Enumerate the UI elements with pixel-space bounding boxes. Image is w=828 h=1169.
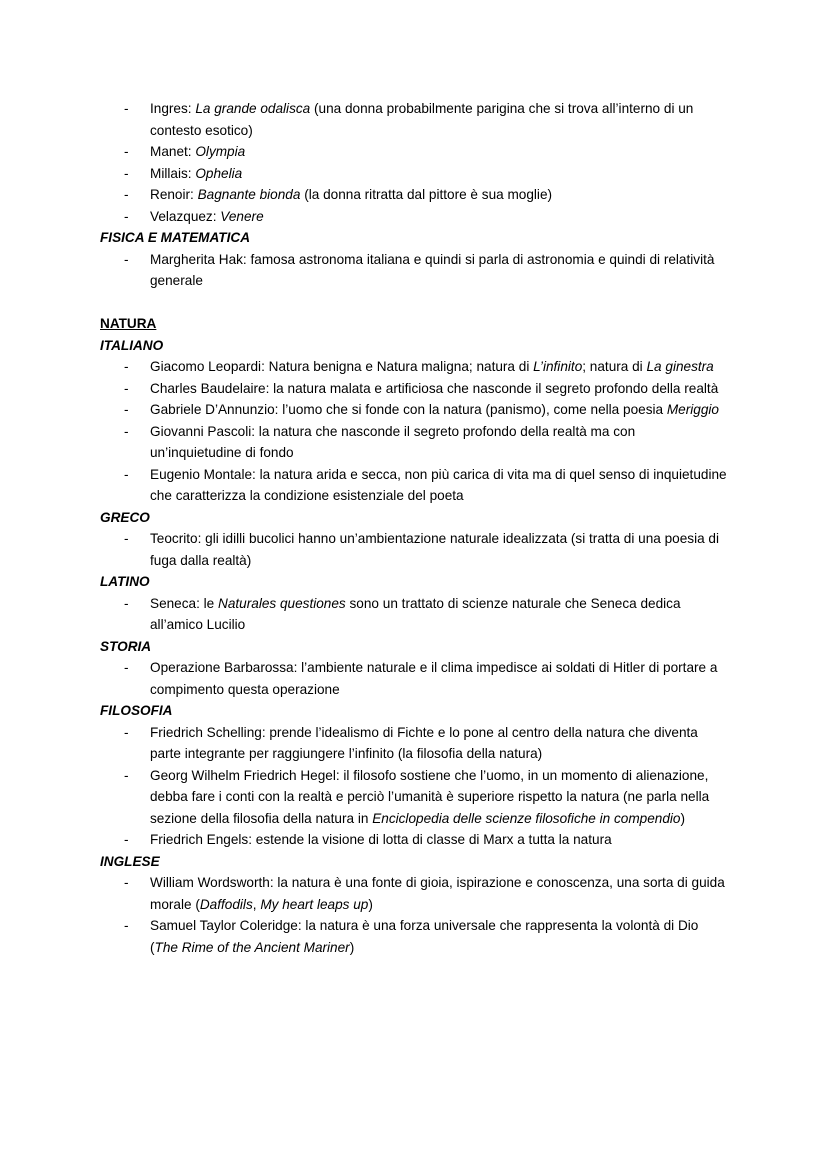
list-item: - Teocrito: gli idilli bucolici hanno un’ambientazione naturale idealizzata (si tratta di una poesia di fuga dalla realtà) [124,531,720,568]
list-item: - Friedrich Schelling: prende l’idealismo di Fichte e lo pone al centro della natura che diventa parte integrante per raggiungere l’infinito (la filosofia della natura) [124,724,698,761]
subject-heading-italiano: ITALIANO [100,337,164,353]
list-item: - Eugenio Montale: la natura arida e secca, non più carica di vita ma di quel senso di inquietudine che caratterizza la condizione esistenziale del poeta [124,466,727,503]
list-item: - Gabriele D’Annunzio: l’uomo che si fonde con la natura (panismo), come nella poesia Meriggio [124,402,719,417]
list-item: - Friedrich Engels: estende la visione di lotta di classe di Marx a tutta la natura [124,832,612,847]
list-item: - Margherita Hak: famosa astronoma italiana e quindi si parla di astronomia e quindi di relatività generale [124,251,715,288]
subject-heading-latino: LATINO [100,574,150,589]
list-item: - Millais: Ophelia [124,165,243,181]
list-item: - Renoir: Bagnante bionda (la donna ritratta dal pittore è sua moglie) [124,187,553,202]
list-item: - Giacomo Leopardi: Natura benigna e Natura maligna; natura di L’infinito; natura di La ginestra [124,359,714,374]
list-item: - Ingres: La grande odalisca (una donna probabilmente parigina che si trova all’interno di un contesto esotico) [124,101,694,138]
subject-heading-greco: GRECO [100,509,150,525]
list-item: - Seneca: le Naturales questiones sono un trattato di scienze naturale che Seneca dedica all’amico Lucilio [124,595,681,632]
subject-heading-fisica: FISICA E MATEMATICA [100,230,251,245]
list-item: - Manet: Olympia [124,144,246,159]
list-item: - Charles Baudelaire: la natura malata e artificiosa che nasconde il segreto profondo della realtà [124,380,719,396]
subject-heading-storia: STORIA [100,638,152,654]
list-item: - Velazquez: Venere [124,208,264,224]
list-item: - Operazione Barbarossa: l’ambiente naturale e il clima impedisce ai soldati di Hitler di portare a compimento questa operazione [124,660,718,697]
list-item: - Georg Wilhelm Friedrich Hegel: il filosofo sostiene che l’uomo, in un momento di alienazione, debba fare i conti con la realtà e perciò l’umanità è superiore rispetto la natura (ne parla nella sezione della filosofia della natura in Enciclopedia delle scienze filosofiche in compendio) [124,767,710,826]
subject-heading-inglese: INGLESE [100,853,160,869]
subject-heading-filosofia: FILOSOFIA [100,703,173,718]
list-item: - Giovanni Pascoli: la natura che nasconde il segreto profondo della realtà ma con un’inquietudine di fondo [124,423,636,460]
list-item: - Samuel Taylor Coleridge: la natura è una forza universale che rappresenta la volontà di Dio (The Rime of the Ancient Mariner) [124,918,699,955]
document-content [0,98,828,958]
section-title-natura: NATURA [100,316,157,331]
list-item: - William Wordsworth: la natura è una fonte di gioia, ispirazione e conoscenza, una sorta di guida morale (Daffodils, My heart leaps up) [124,875,725,912]
